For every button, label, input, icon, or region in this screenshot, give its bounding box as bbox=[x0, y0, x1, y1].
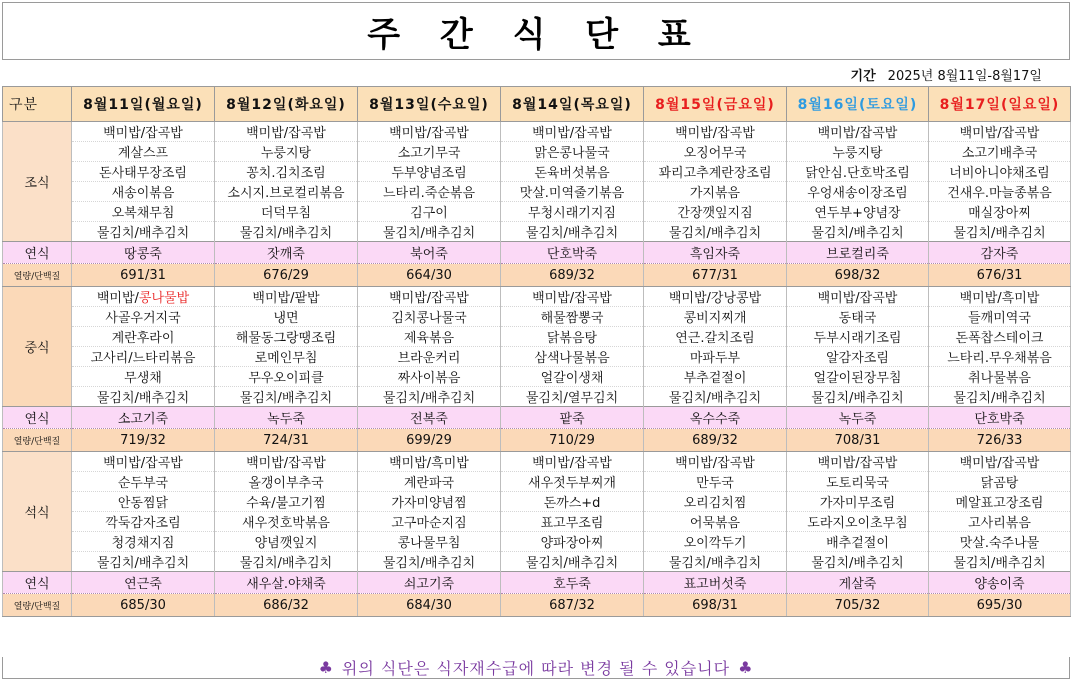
menu-cell: 고구마순지짐 bbox=[358, 512, 501, 532]
menu-cell: 무청시래기지짐 bbox=[501, 202, 644, 222]
snack-cell: 소고기죽 bbox=[72, 407, 215, 429]
menu-cell: 백미밥/잡곡밥 bbox=[644, 122, 787, 142]
calorie-cell: 708/31 bbox=[787, 429, 929, 452]
snack-cell: 연근죽 bbox=[72, 572, 215, 594]
menu-row bbox=[3, 472, 1071, 492]
menu-cell: 물김치/배추김치 bbox=[644, 387, 787, 407]
menu-cell: 백미밥/강낭콩밥 bbox=[644, 287, 787, 307]
menu-cell: 새우젓호박볶음 bbox=[215, 512, 358, 532]
snack-cell: 쇠고기죽 bbox=[358, 572, 501, 594]
menu-row bbox=[3, 182, 1071, 202]
menu-cell: 알감자조림 bbox=[787, 347, 929, 367]
snack-cell: 땅콩죽 bbox=[72, 242, 215, 264]
menu-cell: 냉면 bbox=[215, 307, 358, 327]
menu-cell: 물김치/배추김치 bbox=[929, 552, 1071, 572]
menu-cell: 닭곰탕 bbox=[929, 472, 1071, 492]
snack-cell: 새우살.야채죽 bbox=[215, 572, 358, 594]
page-title: 주 간 식 단 표 bbox=[2, 2, 1070, 60]
menu-cell: 어묵볶음 bbox=[644, 512, 787, 532]
menu-cell: 느타리.죽순볶음 bbox=[358, 182, 501, 202]
menu-cell: 양념깻잎지 bbox=[215, 532, 358, 552]
menu-cell-part: 백미밥/ bbox=[96, 291, 139, 306]
header-day-2: 8월13일(수요일) bbox=[358, 87, 501, 122]
menu-row bbox=[3, 512, 1071, 532]
menu-cell: 물김치/배추김치 bbox=[929, 387, 1071, 407]
menu-cell: 양파장아찌 bbox=[501, 532, 644, 552]
menu-row bbox=[3, 532, 1071, 552]
calorie-cell: 676/31 bbox=[929, 264, 1071, 287]
menu-cell: 소고기배추국 bbox=[929, 142, 1071, 162]
calorie-label: 열량/단백질 bbox=[3, 594, 72, 617]
snack-cell: 단호박죽 bbox=[929, 407, 1071, 429]
menu-cell: 가지볶음 bbox=[644, 182, 787, 202]
calorie-cell: 664/30 bbox=[358, 264, 501, 287]
menu-cell: 물김치/배추김치 bbox=[358, 387, 501, 407]
menu-cell: 고사리/느타리볶음 bbox=[72, 347, 215, 367]
menu-cell: 건새우.마늘종볶음 bbox=[929, 182, 1071, 202]
menu-cell: 백미밥/잡곡밥 bbox=[787, 122, 929, 142]
menu-cell: 백미밥/잡곡밥 bbox=[929, 452, 1071, 472]
snack-cell: 양송이죽 bbox=[929, 572, 1071, 594]
menu-cell: 콩비지찌개 bbox=[644, 307, 787, 327]
menu-cell bbox=[72, 287, 215, 307]
menu-cell: 물김치/배추김치 bbox=[215, 552, 358, 572]
menu-cell: 물김치/배추김치 bbox=[72, 552, 215, 572]
menu-cell: 물김치/배추김치 bbox=[72, 387, 215, 407]
menu-cell: 물김치/배추김치 bbox=[787, 552, 929, 572]
menu-cell: 돈폭찹스테이크 bbox=[929, 327, 1071, 347]
menu-row bbox=[3, 122, 1071, 142]
menu-cell: 물김치/배추김치 bbox=[644, 552, 787, 572]
menu-cell: 물김치/배추김치 bbox=[358, 552, 501, 572]
menu-cell: 물김치/배추김치 bbox=[929, 222, 1071, 242]
menu-row bbox=[3, 552, 1071, 572]
club-icon: ♣ bbox=[318, 658, 334, 677]
menu-cell: 오복채무침 bbox=[72, 202, 215, 222]
menu-cell: 백미밥/잡곡밥 bbox=[215, 452, 358, 472]
menu-cell: 삼색나물볶음 bbox=[501, 347, 644, 367]
menu-cell: 안동찜닭 bbox=[72, 492, 215, 512]
menu-cell: 브라운커리 bbox=[358, 347, 501, 367]
menu-cell: 느타리.무우채볶음 bbox=[929, 347, 1071, 367]
menu-cell: 맛살.미역줄기볶음 bbox=[501, 182, 644, 202]
menu-cell: 백미밥/잡곡밥 bbox=[501, 287, 644, 307]
header-day-4: 8월15일(금요일) bbox=[644, 87, 787, 122]
menu-cell: 백미밥/잡곡밥 bbox=[644, 452, 787, 472]
menu-row bbox=[3, 142, 1071, 162]
menu-cell: 백미밥/잡곡밥 bbox=[787, 287, 929, 307]
snack-cell: 단호박죽 bbox=[501, 242, 644, 264]
snack-cell: 브로컬리죽 bbox=[787, 242, 929, 264]
calorie-cell: 689/32 bbox=[644, 429, 787, 452]
menu-cell: 김구이 bbox=[358, 202, 501, 222]
menu-cell: 취나물볶음 bbox=[929, 367, 1071, 387]
calorie-cell: 695/30 bbox=[929, 594, 1071, 617]
menu-cell: 계란후라이 bbox=[72, 327, 215, 347]
menu-cell: 물김치/배추김치 bbox=[644, 222, 787, 242]
header-gubun: 구분 bbox=[3, 87, 72, 122]
menu-cell: 돈육버섯볶음 bbox=[501, 162, 644, 182]
menu-cell: 표고무조림 bbox=[501, 512, 644, 532]
snack-label: 연식 bbox=[3, 407, 72, 429]
menu-cell: 백미밥/잡곡밥 bbox=[929, 122, 1071, 142]
snack-cell: 흑임자죽 bbox=[644, 242, 787, 264]
snack-row bbox=[3, 407, 1071, 429]
menu-cell: 김치콩나물국 bbox=[358, 307, 501, 327]
calorie-row bbox=[3, 594, 1071, 617]
snack-cell: 옥수수죽 bbox=[644, 407, 787, 429]
menu-row bbox=[3, 287, 1071, 307]
menu-cell: 물김치/배추김치 bbox=[358, 222, 501, 242]
header-day-1: 8월12일(화요일) bbox=[215, 87, 358, 122]
calorie-cell: 685/30 bbox=[72, 594, 215, 617]
calorie-cell: 677/31 bbox=[644, 264, 787, 287]
menu-cell: 백미밥/잡곡밥 bbox=[72, 452, 215, 472]
menu-cell: 오이깍두기 bbox=[644, 532, 787, 552]
menu-cell: 물김치/배추김치 bbox=[787, 222, 929, 242]
menu-cell: 깍둑감자조림 bbox=[72, 512, 215, 532]
calorie-row bbox=[3, 429, 1071, 452]
menu-cell: 백미밥/잡곡밥 bbox=[358, 122, 501, 142]
menu-cell: 배추겉절이 bbox=[787, 532, 929, 552]
menu-cell: 짜사이볶음 bbox=[358, 367, 501, 387]
menu-cell: 닭볶음탕 bbox=[501, 327, 644, 347]
menu-cell: 물김치/배추김치 bbox=[501, 222, 644, 242]
meal-label: 중식 bbox=[3, 287, 72, 407]
header-day-6: 8월17일(일요일) bbox=[929, 87, 1071, 122]
menu-cell: 무우오이피클 bbox=[215, 367, 358, 387]
menu-row bbox=[3, 367, 1071, 387]
menu-cell: 물김치/배추김치 bbox=[215, 222, 358, 242]
menu-cell: 만두국 bbox=[644, 472, 787, 492]
calorie-cell: 686/32 bbox=[215, 594, 358, 617]
menu-cell: 콩나물무침 bbox=[358, 532, 501, 552]
menu-cell: 청경채지짐 bbox=[72, 532, 215, 552]
menu-row bbox=[3, 202, 1071, 222]
menu-cell: 두부양념조림 bbox=[358, 162, 501, 182]
menu-cell: 간장깻잎지짐 bbox=[644, 202, 787, 222]
menu-cell: 부추겉절이 bbox=[644, 367, 787, 387]
calorie-cell: 719/32 bbox=[72, 429, 215, 452]
menu-cell: 누룽지탕 bbox=[215, 142, 358, 162]
header-day-3: 8월14일(목요일) bbox=[501, 87, 644, 122]
footer-text: 위의 식단은 식자재수급에 따라 변경 될 수 있습니다 bbox=[341, 659, 731, 678]
menu-cell: 연근.갈치조림 bbox=[644, 327, 787, 347]
menu-cell: 두부시래기조림 bbox=[787, 327, 929, 347]
menu-cell: 누룽지탕 bbox=[787, 142, 929, 162]
calorie-cell: 726/33 bbox=[929, 429, 1071, 452]
calorie-cell: 699/29 bbox=[358, 429, 501, 452]
menu-cell: 소시지.브로컬리볶음 bbox=[215, 182, 358, 202]
menu-cell: 돈사태무장조림 bbox=[72, 162, 215, 182]
menu-cell: 마파두부 bbox=[644, 347, 787, 367]
menu-cell: 오리김치찜 bbox=[644, 492, 787, 512]
menu-cell: 백미밥/잡곡밥 bbox=[215, 122, 358, 142]
calorie-cell: 691/31 bbox=[72, 264, 215, 287]
menu-cell: 사골우거지국 bbox=[72, 307, 215, 327]
menu-cell: 우엉새송이장조림 bbox=[787, 182, 929, 202]
snack-cell: 전복죽 bbox=[358, 407, 501, 429]
header-row bbox=[3, 87, 1071, 122]
menu-cell: 물김치/배추김치 bbox=[72, 222, 215, 242]
snack-cell: 녹두죽 bbox=[215, 407, 358, 429]
menu-cell: 얼갈이된장무침 bbox=[787, 367, 929, 387]
menu-cell: 맑은콩나물국 bbox=[501, 142, 644, 162]
calorie-cell: 684/30 bbox=[358, 594, 501, 617]
menu-cell: 물김치/열무김치 bbox=[501, 387, 644, 407]
menu-cell: 가자미양념찜 bbox=[358, 492, 501, 512]
menu-cell: 순두부국 bbox=[72, 472, 215, 492]
menu-cell: 닭안심.단호박조림 bbox=[787, 162, 929, 182]
calorie-label: 열량/단백질 bbox=[3, 264, 72, 287]
menu-row bbox=[3, 492, 1071, 512]
menu-cell: 도라지오이초무침 bbox=[787, 512, 929, 532]
menu-row bbox=[3, 452, 1071, 472]
menu-cell: 제육볶음 bbox=[358, 327, 501, 347]
snack-label: 연식 bbox=[3, 572, 72, 594]
menu-row bbox=[3, 347, 1071, 367]
menu-cell: 계살스프 bbox=[72, 142, 215, 162]
menu-cell: 도토리묵국 bbox=[787, 472, 929, 492]
menu-cell: 백미밥/흑미밥 bbox=[929, 287, 1071, 307]
menu-cell: 무생채 bbox=[72, 367, 215, 387]
snack-row bbox=[3, 242, 1071, 264]
calorie-cell: 689/32 bbox=[501, 264, 644, 287]
menu-cell: 로메인무침 bbox=[215, 347, 358, 367]
menu-cell: 가자미무조림 bbox=[787, 492, 929, 512]
menu-row bbox=[3, 307, 1071, 327]
snack-cell: 녹두죽 bbox=[787, 407, 929, 429]
menu-cell: 들깨미역국 bbox=[929, 307, 1071, 327]
snack-cell: 북어죽 bbox=[358, 242, 501, 264]
calorie-cell: 710/29 bbox=[501, 429, 644, 452]
calorie-row bbox=[3, 264, 1071, 287]
menu-cell: 백미밥/잡곡밥 bbox=[501, 122, 644, 142]
header-day-0: 8월11일(월요일) bbox=[72, 87, 215, 122]
calorie-cell: 698/32 bbox=[787, 264, 929, 287]
menu-cell-highlight: 콩나물밥 bbox=[138, 291, 190, 306]
calorie-cell: 676/29 bbox=[215, 264, 358, 287]
menu-cell: 얼갈이생채 bbox=[501, 367, 644, 387]
menu-cell: 고사리볶음 bbox=[929, 512, 1071, 532]
menu-cell: 연두부+양념장 bbox=[787, 202, 929, 222]
menu-row bbox=[3, 387, 1071, 407]
snack-cell: 호두죽 bbox=[501, 572, 644, 594]
menu-cell: 물김치/배추김치 bbox=[501, 552, 644, 572]
header-day-5: 8월16일(토요일) bbox=[787, 87, 929, 122]
menu-cell: 백미밥/잡곡밥 bbox=[501, 452, 644, 472]
period-label: 기간 bbox=[850, 68, 876, 84]
menu-cell: 수육/불고기찜 bbox=[215, 492, 358, 512]
calorie-cell: 724/31 bbox=[215, 429, 358, 452]
menu-cell: 너비아니야채조림 bbox=[929, 162, 1071, 182]
snack-cell: 표고버섯죽 bbox=[644, 572, 787, 594]
menu-cell: 백미밥/팥밥 bbox=[215, 287, 358, 307]
footer-notice bbox=[2, 657, 1070, 679]
snack-cell: 잣깨죽 bbox=[215, 242, 358, 264]
calorie-label: 열량/단백질 bbox=[3, 429, 72, 452]
period-value: 2025년 8월11일-8월17일 bbox=[887, 68, 1042, 84]
snack-row bbox=[3, 572, 1071, 594]
menu-cell: 계란파국 bbox=[358, 472, 501, 492]
meal-label: 석식 bbox=[3, 452, 72, 572]
menu-cell: 백미밥/잡곡밥 bbox=[72, 122, 215, 142]
menu-row bbox=[3, 327, 1071, 347]
menu-table bbox=[2, 86, 1071, 617]
meal-label: 조식 bbox=[3, 122, 72, 242]
club-icon: ♣ bbox=[738, 658, 754, 677]
menu-cell: 백미밥/흑미밥 bbox=[358, 452, 501, 472]
menu-cell: 동태국 bbox=[787, 307, 929, 327]
calorie-cell: 687/32 bbox=[501, 594, 644, 617]
snack-cell: 감자죽 bbox=[929, 242, 1071, 264]
snack-cell: 게살죽 bbox=[787, 572, 929, 594]
menu-cell: 물김치/배추김치 bbox=[787, 387, 929, 407]
menu-cell: 물김치/배추김치 bbox=[215, 387, 358, 407]
menu-cell: 올갱이부추국 bbox=[215, 472, 358, 492]
menu-cell: 소고기무국 bbox=[358, 142, 501, 162]
menu-cell: 매실장아찌 bbox=[929, 202, 1071, 222]
snack-label: 연식 bbox=[3, 242, 72, 264]
menu-row bbox=[3, 222, 1071, 242]
menu-cell: 돈까스+d bbox=[501, 492, 644, 512]
period-row bbox=[2, 63, 1070, 85]
menu-cell: 맛살.숙주나물 bbox=[929, 532, 1071, 552]
menu-cell: 새송이볶음 bbox=[72, 182, 215, 202]
menu-cell: 더덕무침 bbox=[215, 202, 358, 222]
menu-cell: 새우젓두부찌개 bbox=[501, 472, 644, 492]
menu-cell: 백미밥/잡곡밥 bbox=[358, 287, 501, 307]
calorie-cell: 698/31 bbox=[644, 594, 787, 617]
menu-cell: 메알표고장조림 bbox=[929, 492, 1071, 512]
snack-cell: 팥죽 bbox=[501, 407, 644, 429]
menu-cell: 꽈리고추계란장조림 bbox=[644, 162, 787, 182]
calorie-cell: 705/32 bbox=[787, 594, 929, 617]
menu-cell: 오징어무국 bbox=[644, 142, 787, 162]
menu-cell: 해물짬뽕국 bbox=[501, 307, 644, 327]
menu-cell: 해물동그랑땡조림 bbox=[215, 327, 358, 347]
menu-row bbox=[3, 162, 1071, 182]
menu-cell: 꽁치.김치조림 bbox=[215, 162, 358, 182]
menu-cell: 백미밥/잡곡밥 bbox=[787, 452, 929, 472]
